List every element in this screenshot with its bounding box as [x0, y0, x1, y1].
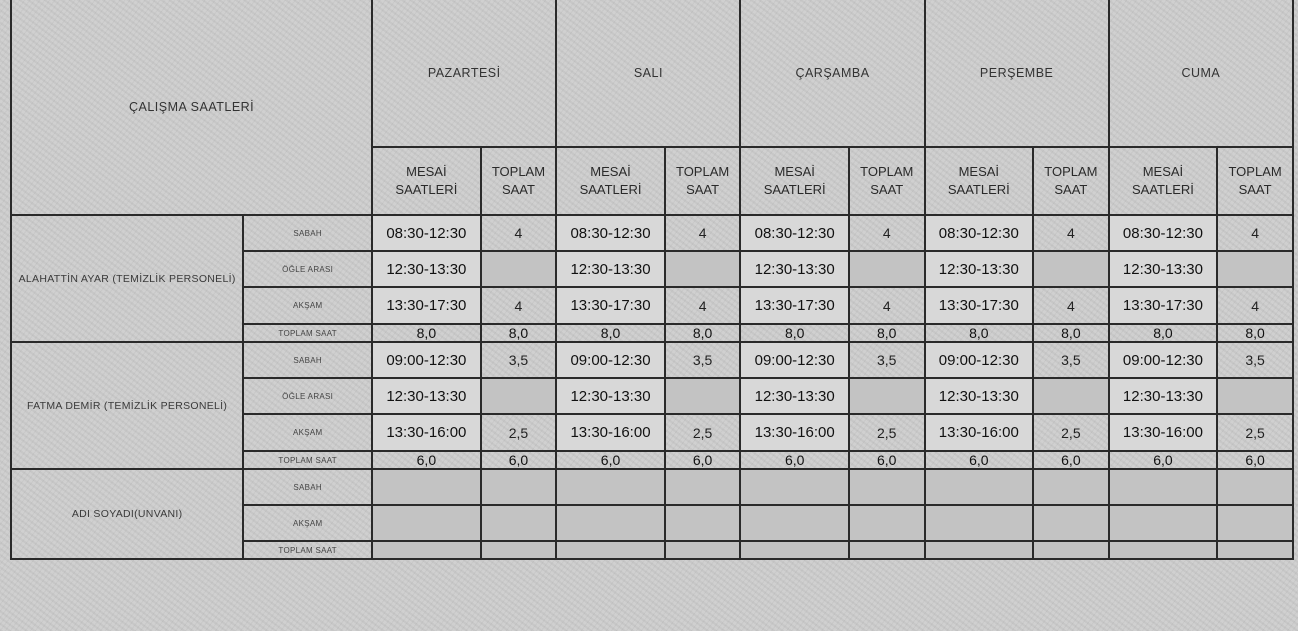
- hours-cell: 8,0: [556, 324, 664, 342]
- total-cell: 4: [665, 287, 741, 324]
- hours-cell: 13:30-16:00: [1109, 414, 1217, 451]
- day-header-friday: CUMA: [1109, 0, 1293, 147]
- col-header-total-line1: TOPLAM: [1228, 164, 1282, 179]
- empty-total-cell: [849, 251, 925, 287]
- col-header-total: [1033, 147, 1109, 215]
- empty-cell: [740, 541, 848, 559]
- hours-cell: 13:30-17:30: [925, 287, 1033, 324]
- empty-cell: [925, 469, 1033, 505]
- hours-cell: 12:30-13:30: [556, 251, 664, 287]
- total-cell: 8,0: [481, 324, 557, 342]
- empty-cell: [665, 505, 741, 541]
- empty-cell: [665, 469, 741, 505]
- col-header-total: [1217, 147, 1293, 215]
- employee-name: ALAHATTİN AYAR (TEMİZLİK PERSONELİ): [11, 215, 243, 342]
- hours-cell: 12:30-13:30: [925, 251, 1033, 287]
- total-cell: 2,5: [1033, 414, 1109, 451]
- hours-cell: 6,0: [740, 451, 848, 469]
- total-cell: 6,0: [1033, 451, 1109, 469]
- total-cell: 4: [849, 215, 925, 251]
- total-cell: 2,5: [665, 414, 741, 451]
- empty-cell: [1109, 541, 1217, 559]
- hours-cell: 08:30-12:30: [925, 215, 1033, 251]
- hours-cell: 09:00-12:30: [925, 342, 1033, 378]
- header-row: [11, 0, 1293, 147]
- total-cell: 4: [665, 215, 741, 251]
- hours-cell: 8,0: [925, 324, 1033, 342]
- total-cell: 4: [1217, 287, 1293, 324]
- total-cell: 8,0: [1217, 324, 1293, 342]
- hours-cell: 13:30-16:00: [372, 414, 480, 451]
- total-cell: 6,0: [665, 451, 741, 469]
- col-header-total-line1: TOPLAM: [860, 164, 914, 179]
- empty-cell: [372, 541, 480, 559]
- period-label: AKŞAM: [243, 287, 372, 324]
- day-header-wednesday: ÇARŞAMBA: [740, 0, 924, 147]
- total-cell: 4: [1033, 287, 1109, 324]
- empty-total-cell: [1217, 251, 1293, 287]
- col-header-work-hours: [925, 147, 1033, 215]
- col-header-total: [481, 147, 557, 215]
- empty-cell: [925, 505, 1033, 541]
- hours-cell: 6,0: [925, 451, 1033, 469]
- hours-cell: 12:30-13:30: [372, 251, 480, 287]
- col-header-total: [849, 147, 925, 215]
- total-cell: 3,5: [481, 342, 557, 378]
- hours-cell: 09:00-12:30: [556, 342, 664, 378]
- hours-cell: 6,0: [556, 451, 664, 469]
- total-cell: 8,0: [849, 324, 925, 342]
- hours-cell: 13:30-16:00: [925, 414, 1033, 451]
- hours-cell: 08:30-12:30: [1109, 215, 1217, 251]
- empty-total-cell: [481, 378, 557, 414]
- total-cell: 6,0: [1217, 451, 1293, 469]
- hours-cell: 13:30-17:30: [1109, 287, 1217, 324]
- hours-cell: 13:30-17:30: [372, 287, 480, 324]
- empty-cell: [740, 505, 848, 541]
- hours-cell: 08:30-12:30: [740, 215, 848, 251]
- empty-cell: [849, 541, 925, 559]
- day-header-thursday: PERŞEMBE: [925, 0, 1109, 147]
- empty-cell: [849, 469, 925, 505]
- col-header-total-line1: TOPLAM: [491, 164, 546, 179]
- day-header-tuesday: SALI: [556, 0, 740, 147]
- empty-cell: [1217, 541, 1293, 559]
- col-header-work-hours-line1: MESAİ: [406, 164, 447, 179]
- hours-cell: 12:30-13:30: [925, 378, 1033, 414]
- hours-cell: 12:30-13:30: [1109, 251, 1217, 287]
- employee-name: FATMA DEMİR (TEMİZLİK PERSONELİ): [11, 342, 243, 469]
- hours-cell: 08:30-12:30: [556, 215, 664, 251]
- col-header-total-line1: TOPLAM: [1044, 164, 1098, 179]
- hours-cell: 12:30-13:30: [740, 378, 848, 414]
- empty-cell: [1033, 469, 1109, 505]
- period-label: SABAH: [243, 469, 372, 505]
- empty-cell: [372, 505, 480, 541]
- empty-total-cell: [1033, 378, 1109, 414]
- hours-cell: 08:30-12:30: [372, 215, 480, 251]
- hours-cell: 8,0: [1109, 324, 1217, 342]
- empty-cell: [1033, 505, 1109, 541]
- empty-total-cell: [849, 378, 925, 414]
- col-header-work-hours: [740, 147, 848, 215]
- empty-cell: [849, 505, 925, 541]
- col-header-work-hours: [556, 147, 664, 215]
- hours-cell: 12:30-13:30: [1109, 378, 1217, 414]
- total-cell: 6,0: [481, 451, 557, 469]
- hours-cell: 8,0: [372, 324, 480, 342]
- hours-cell: 12:30-13:30: [372, 378, 480, 414]
- total-cell: 4: [481, 287, 557, 324]
- hours-cell: 13:30-16:00: [740, 414, 848, 451]
- col-header-total-line1: TOPLAM: [675, 164, 730, 179]
- total-cell: 8,0: [1033, 324, 1109, 342]
- hours-cell: 12:30-13:30: [556, 378, 664, 414]
- total-cell: 3,5: [1033, 342, 1109, 378]
- empty-cell: [372, 469, 480, 505]
- empty-total-cell: [665, 378, 741, 414]
- period-label: SABAH: [243, 215, 372, 251]
- col-header-work-hours: [372, 147, 480, 215]
- col-header-work-hours-line2: SAATLERİ: [579, 182, 642, 197]
- col-header-work-hours-line1: MESAİ: [958, 164, 1000, 179]
- total-cell: 8,0: [665, 324, 741, 342]
- period-label: TOPLAM SAAT: [243, 541, 372, 559]
- hours-cell: 8,0: [740, 324, 848, 342]
- col-header-total-line2: SAAT: [870, 182, 904, 197]
- hours-cell: 13:30-16:00: [556, 414, 664, 451]
- table-row: [11, 342, 1293, 378]
- total-cell: 2,5: [481, 414, 557, 451]
- hours-cell: 6,0: [372, 451, 480, 469]
- empty-cell: [740, 469, 848, 505]
- period-label: ÖĞLE ARASI: [243, 378, 372, 414]
- col-header-work-hours-line1: MESAİ: [1142, 164, 1184, 179]
- empty-cell: [556, 541, 664, 559]
- col-header-work-hours-line1: MESAİ: [774, 164, 815, 179]
- total-cell: 4: [1033, 215, 1109, 251]
- table-row: [11, 469, 1293, 505]
- col-header-total: [665, 147, 741, 215]
- hours-cell: 12:30-13:30: [740, 251, 848, 287]
- empty-cell: [665, 541, 741, 559]
- empty-cell: [1033, 541, 1109, 559]
- table-title: ÇALIŞMA SAATLERİ: [11, 0, 372, 215]
- empty-total-cell: [1217, 378, 1293, 414]
- period-label: SABAH: [243, 342, 372, 378]
- period-label: ÖĞLE ARASI: [243, 251, 372, 287]
- empty-total-cell: [665, 251, 741, 287]
- col-header-total-line2: SAAT: [1238, 182, 1272, 197]
- empty-total-cell: [1033, 251, 1109, 287]
- col-header-total-line2: SAAT: [1054, 182, 1088, 197]
- total-cell: 2,5: [1217, 414, 1293, 451]
- col-header-work-hours-line2: SAATLERİ: [395, 182, 458, 197]
- empty-cell: [1109, 505, 1217, 541]
- total-cell: 3,5: [1217, 342, 1293, 378]
- hours-cell: 6,0: [1109, 451, 1217, 469]
- col-header-total-line2: SAAT: [686, 182, 720, 197]
- empty-total-cell: [481, 251, 557, 287]
- empty-cell: [481, 541, 557, 559]
- col-header-work-hours-line1: MESAİ: [590, 164, 631, 179]
- day-header-monday: PAZARTESİ: [372, 0, 556, 147]
- empty-cell: [1217, 505, 1293, 541]
- col-header-total-line2: SAAT: [501, 182, 535, 197]
- total-cell: 3,5: [849, 342, 925, 378]
- period-label: AKŞAM: [243, 505, 372, 541]
- hours-cell: 09:00-12:30: [372, 342, 480, 378]
- total-cell: 4: [481, 215, 557, 251]
- total-cell: 4: [1217, 215, 1293, 251]
- empty-cell: [1109, 469, 1217, 505]
- total-cell: 4: [849, 287, 925, 324]
- total-cell: 2,5: [849, 414, 925, 451]
- period-label: TOPLAM SAAT: [243, 451, 372, 469]
- empty-cell: [481, 469, 557, 505]
- hours-cell: 09:00-12:30: [1109, 342, 1217, 378]
- table-row: [11, 215, 1293, 251]
- col-header-work-hours-line2: SAATLERİ: [947, 182, 1010, 197]
- empty-cell: [1217, 469, 1293, 505]
- work-hours-table: [10, 0, 1294, 560]
- col-header-work-hours-line2: SAATLERİ: [1132, 182, 1194, 197]
- empty-cell: [925, 541, 1033, 559]
- total-cell: 3,5: [665, 342, 741, 378]
- blank-name-label: ADI SOYADI(UNVANI): [11, 469, 243, 559]
- col-header-work-hours-line2: SAATLERİ: [763, 182, 826, 197]
- hours-cell: 13:30-17:30: [556, 287, 664, 324]
- empty-cell: [556, 505, 664, 541]
- period-label: AKŞAM: [243, 414, 372, 451]
- col-header-work-hours: [1109, 147, 1217, 215]
- period-label: TOPLAM SAAT: [243, 324, 372, 342]
- total-cell: 6,0: [849, 451, 925, 469]
- hours-cell: 09:00-12:30: [740, 342, 848, 378]
- hours-cell: 13:30-17:30: [740, 287, 848, 324]
- empty-cell: [556, 469, 664, 505]
- empty-cell: [481, 505, 557, 541]
